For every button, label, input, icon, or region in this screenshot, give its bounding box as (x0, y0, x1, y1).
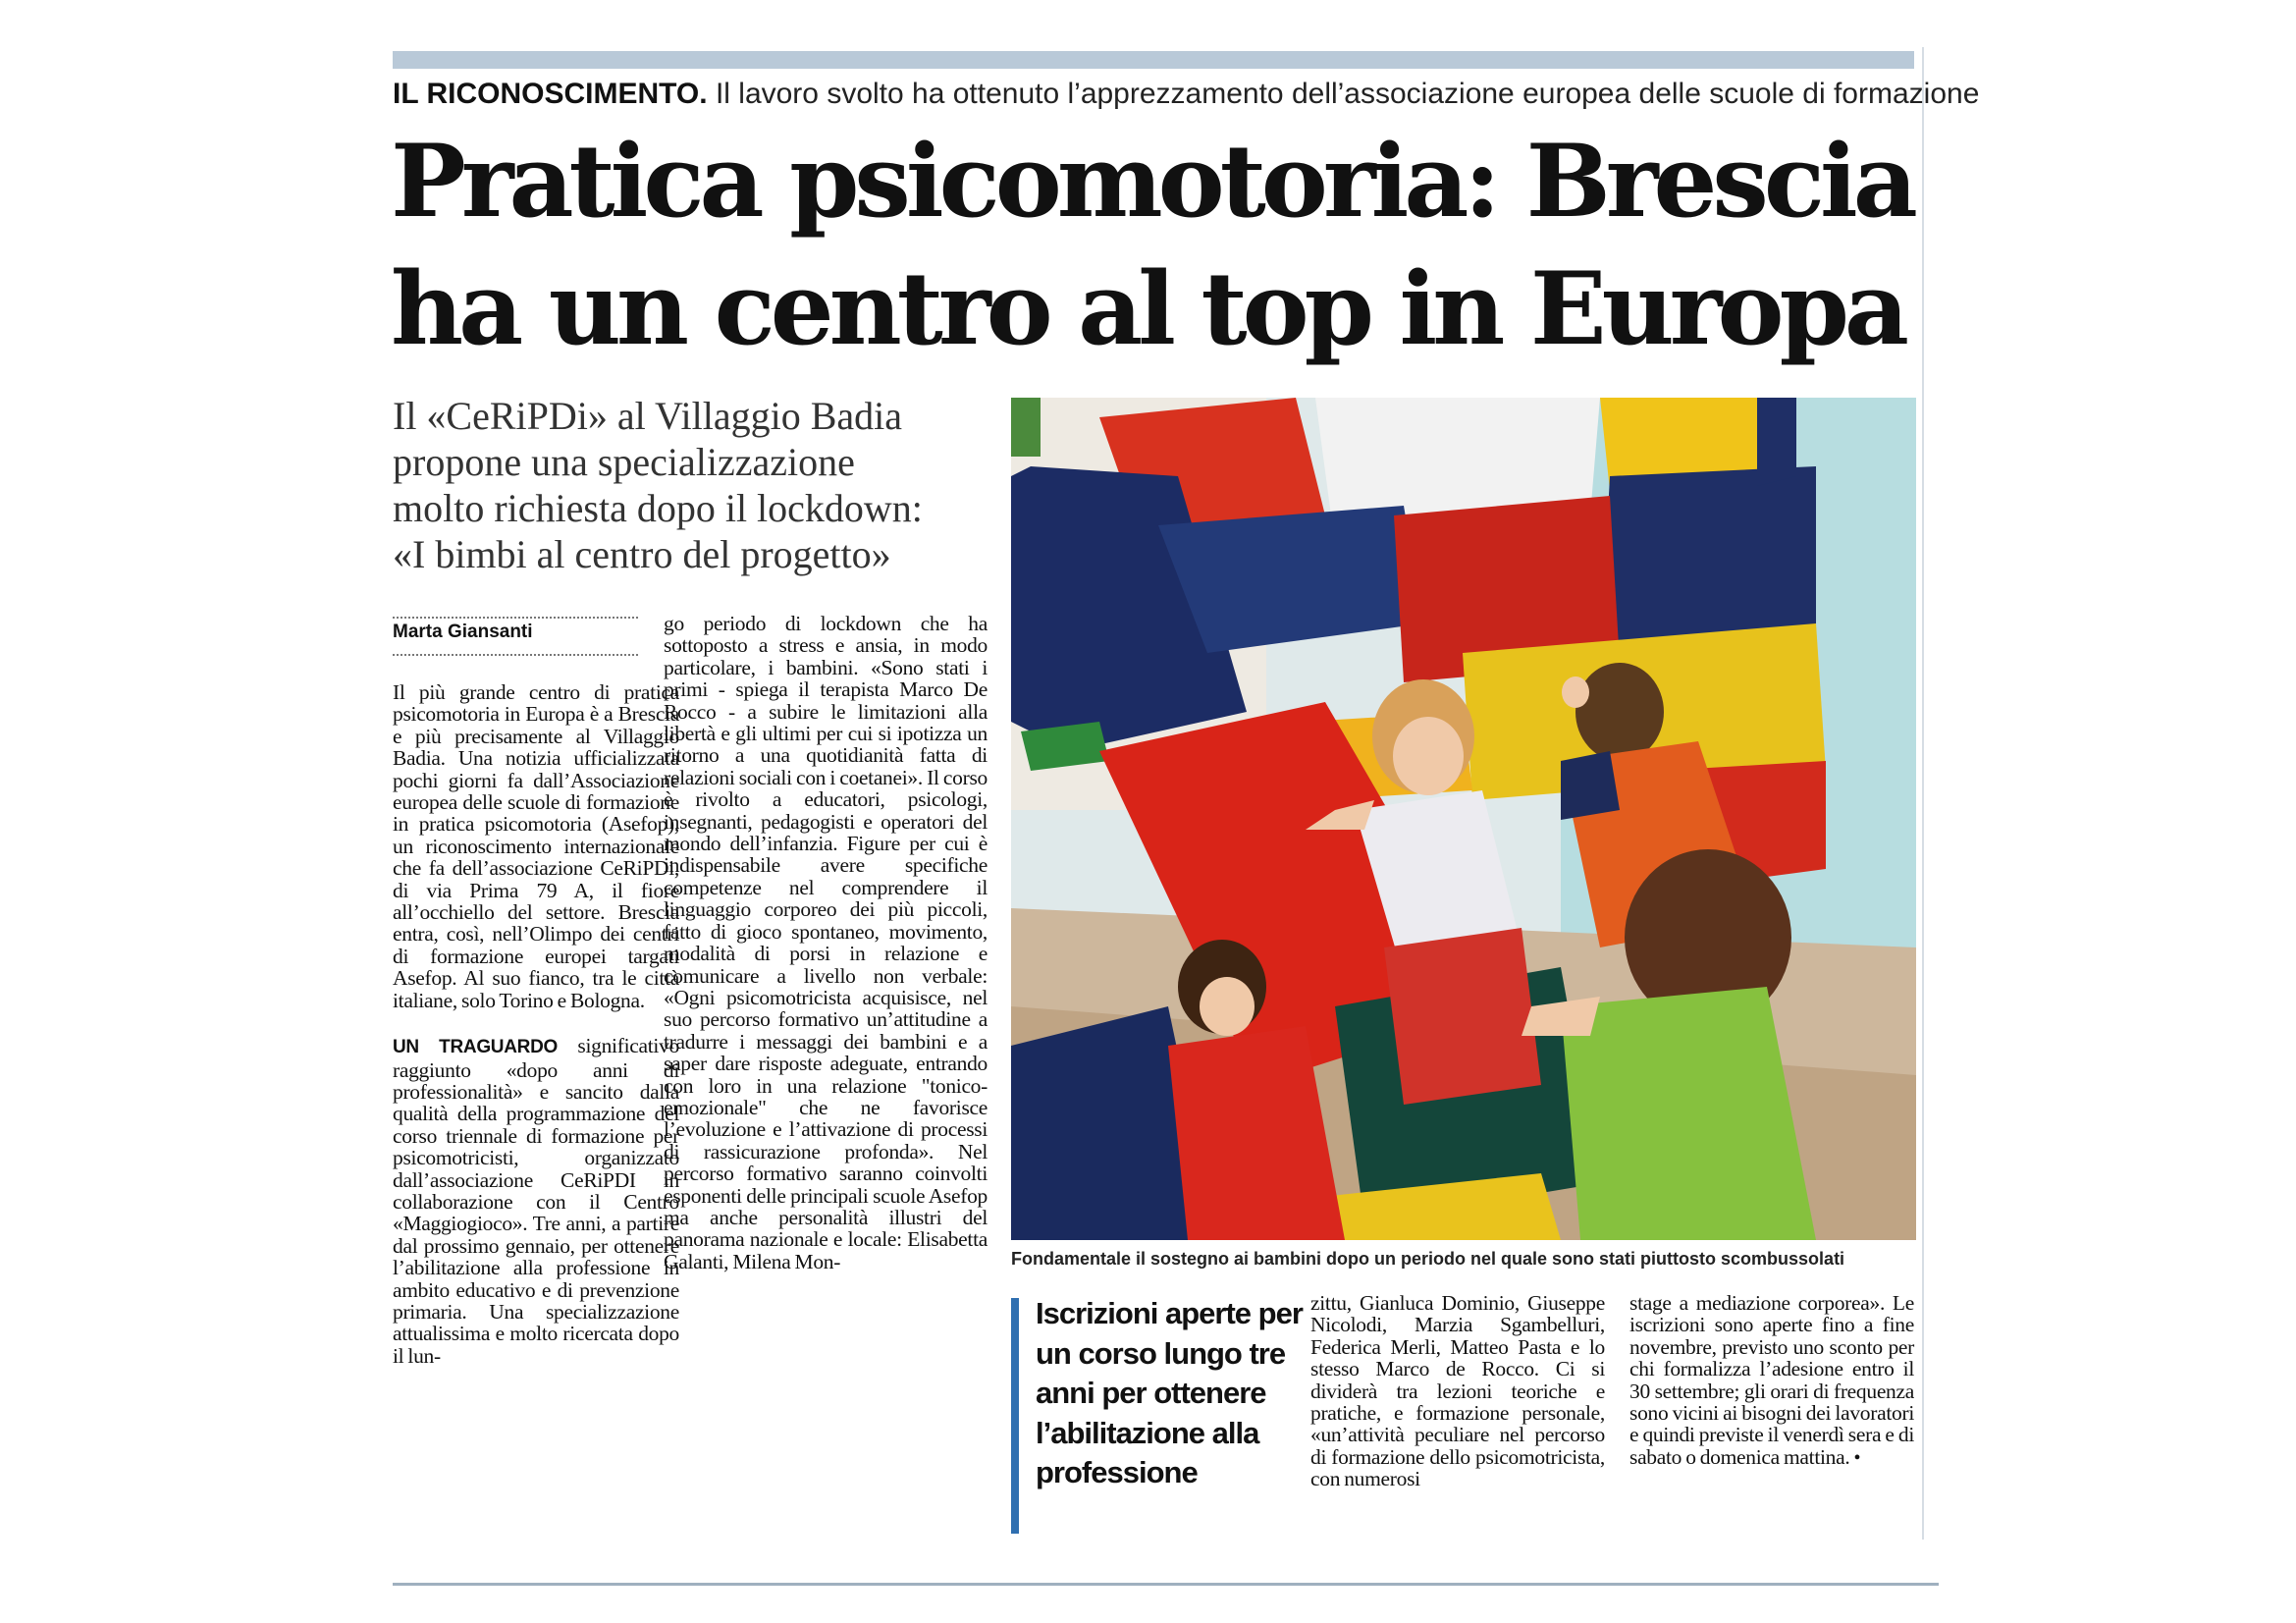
article-column-3 (1310, 1292, 1605, 1490)
page-edge-line (1922, 47, 1924, 1540)
paragraph-3: go periodo di lockdown che ha sottoposto a stress e ansia, in modo particolare, i bambini. «Sono stati i primi - spiega il terapista Marco De Rocco - a subire le limitazioni alla libertà e gli ultimi per cui si ipotizza un ritorno a una quotidianità fatta di relazioni sociali con i coetanei». Il corso è rivolto a educatori, psicologi, insegnanti, pedagogisti e operatori del mondo dell’infanzia. Figure per cui è indispensabile avere specifiche competenze nel comprendere il linguaggio corporeo dei più piccoli, fatto di gioco spontaneo, movimento, modalità di porsi in relazione e comunicare a livello non verbale: «Ogni psicomotricista acquisisce, nel suo percorso formativo un’attitudine a tradurre i messaggi dei bambini e a saper dare risposte adeguate, entrando con loro in una relazione "tonico-emozionale" che ne favorisce l’evoluzione e l’attivazione di processi di rassicurazione profonda». Nel percorso formativo saranno coinvolti esponenti delle principali scuole Asefop ma anche personalità illustri del panorama nazionale e locale: Elisabetta Galanti, Milena Mon- (664, 612, 988, 1273)
photo-caption: Fondamentale il sostegno ai bambini dopo un periodo nel quale sono stati piuttosto scombussolati (1011, 1249, 1845, 1269)
pullquote: Iscrizioni aperte per un corso lungo tre anni per ottenere l’abilitazione alla professione (1036, 1296, 1303, 1489)
article-column-2 (664, 613, 988, 1272)
paragraph-5 (1629, 1292, 1914, 1469)
byline-rule-bottom (393, 654, 638, 656)
runin-heading: UN TRAGUARDO (393, 1037, 558, 1058)
pullquote-accent-bar (1011, 1298, 1019, 1534)
subhead-line-2: propone una specializzazione (393, 440, 855, 484)
article-column-4 (1629, 1292, 1914, 1469)
kicker-lead: IL RICONOSCIMENTO. (393, 78, 708, 110)
subheadline (393, 393, 1001, 577)
byline-rule-top (393, 617, 638, 619)
subhead-line-4: «I bimbi al centro del progetto» (393, 532, 891, 576)
article-photo (1011, 398, 1916, 1240)
top-color-rule (393, 51, 1914, 69)
children-foam-blocks-illustration (1011, 398, 1916, 1240)
headline (391, 118, 1922, 373)
subhead-line-1: Il «CeRiPDi» al Villaggio Badia (393, 394, 903, 438)
paragraph-1: Il più grande centro di pratica psicomotoria in Europa è a Brescia e più precisamente al Villaggio Badia. Una notizia ufficializzata pochi giorni fa dall’Associazione europea delle scuole di formazione in pratica psicomotoria (Asefop), un riconoscimento internazionale che fa dell’associazione CeRiPDi, di via Prima 79 A, il fiore all’occhiello del settore. Brescia entra, così, nell’Olimpo dei centri di formazione europei targati Asefop. Al suo fianco, tra le città italiane, solo Torino e Bologna. (393, 680, 679, 1012)
paragraph-5-text: stage a mediazione corporea». Le iscrizioni sono aperte fino a fine novembre, previsto uno sconto per chi formalizza l’adesione entro il 30 settembre; gli orari di frequenza sono vicini ai bisogni dei lavoratori e quindi previste il venerdì sera e di sabato o domenica mattina. (1629, 1291, 1914, 1469)
headline-line-1: Pratica psicomotoria: Brescia (391, 123, 1913, 241)
end-mark: • (1853, 1446, 1861, 1469)
article-column-1 (393, 681, 679, 1367)
byline: Marta Giansanti (393, 622, 533, 642)
bottom-rule (393, 1583, 1939, 1586)
paragraph-2-text: significativo raggiunto «dopo anni di professionalità» e sancito dalla qualità della programmazione del corso triennale di formazione per psicomotricisti, organizzato dall’associazione CeRiPDI in collaborazione con il Centro «Maggiogioco». Tre anni, a partire dal prossimo gennaio, per ottenere l’abilitazione alla professione in ambito educativo e di prevenzione primaria. Una specializzazione attualissima e molto ricercata dopo il lun- (393, 1034, 679, 1368)
subhead-line-3: molto richiesta dopo il lockdown: (393, 486, 923, 530)
paragraph-2 (393, 1035, 679, 1367)
kicker-text: Il lavoro svolto ha ottenuto l’apprezzamento dell’associazione europea delle scuole di formazione (715, 78, 1980, 110)
kicker-line (393, 75, 1980, 114)
headline-line-2: ha un centro al top in Europa (391, 250, 1904, 368)
paragraph-4: zittu, Gianluca Dominio, Giuseppe Nicolodi, Marzia Sgambelluri, Federica Merli, Matteo Pasta e lo stesso Marco de Rocco. Ci si dividerà tra lezioni teoriche e pratiche, e formazione personale, «un’attività peculiare nel percorso di formazione dello psicomotricista, con numerosi (1310, 1291, 1605, 1491)
